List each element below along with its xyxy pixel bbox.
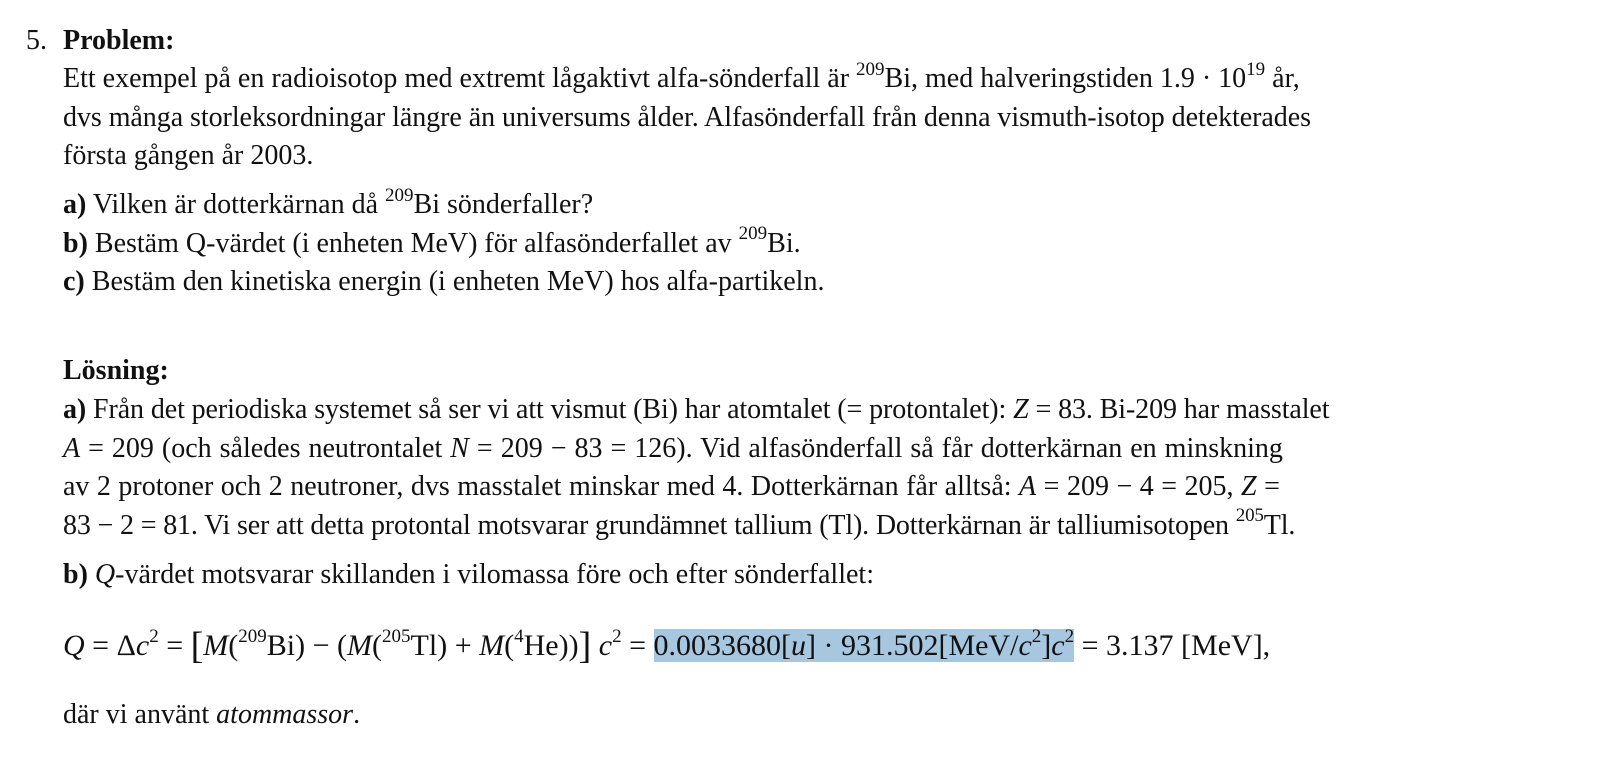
- closing-line: där vi använt atommassor.: [63, 699, 361, 730]
- problem-title: Problem:: [63, 25, 175, 56]
- question-a: a) Vilken är dotterkärnan då $^{209}$Bi sönderfaller?: [63, 184, 594, 220]
- solution-a: [63, 391, 1555, 545]
- solution-a-line-3: av 2 protoner och 2 neutroner, dvs masstalet minskar med 4. Dotterkärnan får alltså: A = 209 − 4 = 205, Z =: [63, 471, 1280, 502]
- problem-heading: [26, 22, 174, 60]
- question-c: c) Bestäm den kinetiska energin (i enheten MeV) hos alfa-partikeln.: [63, 266, 825, 297]
- problem-number: 5.: [26, 25, 47, 56]
- question-b: b) Bestäm Q-värdet (i enheten MeV) för alfasönderfallet av $^{209}$Bi.: [63, 223, 801, 259]
- solution-a-line-2: A = 209 (och således neutrontalet N = 209 − 83 = 126). Vid alfasönderfall så får dotterkärnan en minskning: [63, 432, 1283, 464]
- text-selection-highlight[interactable]: $0.0033680[u] \cdot 931.502[MeV/c^2]c^2$: [653, 626, 1075, 662]
- problem-intro: [63, 60, 1555, 176]
- solution-b: b) Q-värdet motsvarar skillanden i vilomassa före och efter sönderfallet:: [63, 559, 874, 590]
- question-list: [63, 186, 1555, 302]
- intro-line-3: första gången år 2003.: [63, 140, 314, 171]
- solution-heading: Lösning:: [63, 355, 169, 386]
- solution-a-line-1: a) Från det periodiska systemet så ser vi att vismut (Bi) har atomtalet (= protontalet): Z = 83. Bi-209 har masstalet: [63, 394, 1330, 425]
- q-value-equation[interactable]: $Q = \Delta c^2 = [M(^{209}Bi) - (M(^{205}Tl) + M(^4He))] c^2 = 0.0033680[u] \cdot 931.502[MeV/c^2]c^2 = 3.137$ [MeV],: [63, 625, 1271, 667]
- solution-a-line-4: 83 − 2 = 81. Vi ser att detta protontal motsvarar grundämnet tallium (Tl). Dotterkärnan är talliumisotopen $^{205}$Tl.: [63, 505, 1296, 541]
- intro-line-2: dvs många storleksordningar längre än universums ålder. Alfasönderfall från denna vismuth-isotop detekterades: [63, 101, 1311, 133]
- intro-line-1: Ett exempel på en radioisotop med extremt lågaktivt alfa-sönderfall är $^{209}$Bi, med halveringstiden $1.9 \cdot 10^{19}$ år,: [63, 58, 1300, 94]
